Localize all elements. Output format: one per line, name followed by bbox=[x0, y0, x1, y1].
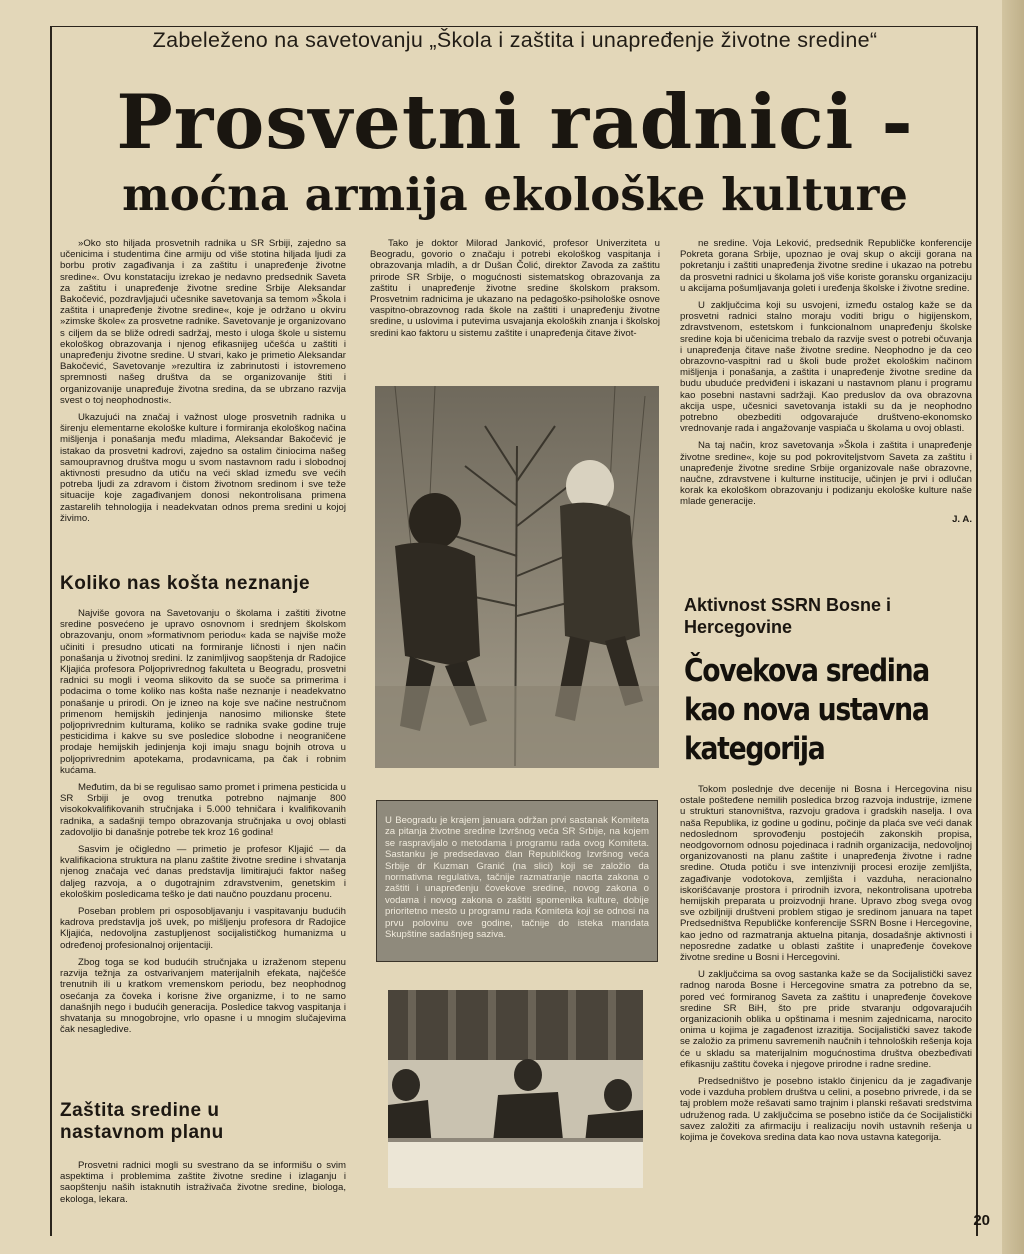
headline: Prosvetni radnici - bbox=[116, 78, 914, 166]
photo-committee-meeting bbox=[388, 990, 643, 1188]
column-1 bbox=[60, 238, 346, 530]
column-1c bbox=[60, 1160, 346, 1211]
paragraph: U zaključcima koji su usvojeni, između ostalog kaže se da prosvetni radnici stalno moraju voditi brigu o higijenskom, zdravstvenom, estetskom i funkcionalnom unapređenju školske sredine koja bi učenicima trebalo da razvije svest o potrebi očuvanja i unapređenja čitave naše životne sredine. Neophodno je da ceo obrazovno-vaspitni rad u školi bude prožet ekološkim načinom mišljenja i ponašanja, a zaštita i unapređenje životne sredine da budu ubuduće predviđeni i iskazani u nastavnom planu i programu kao posebni nastavni sadržaji. Kao preduslov da ova obrazovna akcija uspe, učesnici savetovanja istakli su da je neophodno potrebno obezbediti odgovarajuće društveno-ekonomsko vrednovanje rada i angažovanje vaspiača u školama u ovoj oblasti. bbox=[680, 300, 972, 435]
paragraph: Zbog toga se kod budućih stručnjaka u izraženom stepenu razvija težnja za ostvarivanjem materijalnih efekata, najčešće trenutnih ili u kratkom vremenskom periodu, bez neophodnog osećanja za čoveka i korisne žive organizme, i to ne samo današnjih nego i budućih generacija. Posledice takvog vaspitanja i shvatanja su mnogobrojne, vrlo opasne i u mnogim slučajevima čak nesagledive. bbox=[60, 956, 346, 1036]
paragraph: Prosvetni radnici mogli su svestrano da se informišu o svim aspektima i problemima zaštite životne sredine i izlaganju i saopštenju naših istaknutih istraživača životne sredine, biologa, ekologa, lekara. bbox=[60, 1160, 346, 1205]
paragraph: Na taj način, kroz savetovanja »Škola i zaštita i unapređenje životne sredine«, koje su pod pokroviteljstvom Saveta za zaštitu i unapređenje životne sredine Srbije organizovale naše obrazovne, naučne, zdravstvene i kulturne institucije, učinjen je prvi i odlučan korak ka ekološkom obrazovanju i podizanju ekološke kulture naše mlade generacije. bbox=[680, 440, 972, 508]
paragraph: Tokom poslednje dve decenije ni Bosna i Hercegovina nisu ostale pošteđene nemilih posledica brzog razvoja industrije, izmene u strukturi stanovništva, razvoju gradova i gradskih naselja. I ova naša Republika, iz godine u godinu, počinje da plaća sve veći danak nedoslednom sprovođenju postojećih zakonskih propisa, neodgovornom odnosu pojedinaca i radnih organizacija, nedovoljnoj organizovanosti na planu zaštite i unapređenja životne i radne sredine. Otuda potiču i sve intenzivniji procesi erozije zemljišta, zagađivanje vodotokova, zemljišta i vazduha, neracionalno iskorišćavanje prostora i prirodnih izvora, nekontrolisana upotreba hemijskih preparata u proizvodnji hrane. Upravo zbog svega ovog sve ozbiljniji društveni problem stigao je sredinom januara na tapet Predsedništva Republičke konferencije SSRN Bosne i Hercegovine, kao jedno od razmatranja aktuelna pitanja, dosadašnje aktivnosti i neposredne zadatke u oblasti zaštite i unapređenje čovekove životne sredine u Bosni i Hercegovini. bbox=[680, 784, 972, 964]
info-box: U Beogradu je krajem januara održan prvi sastanak Komiteta za pitanja životne sredine Izvršnog veća SR Srbije, na kojem se raspravljalo o metodama i programu rada ovog Komiteta. Sastanku je predsedavao član Republičkog Izvršnog veća Srbije dr Kuzman Granić (na slici) koji se založio da normativna regulativa, tačnije razmatranje nacrta zakona o zaštiti i unapređenju čovekove sredine, novog zakona o vodama i novog zakona o zaštiti spomenika kulture, dobije prioritetno mesto u programu rada Komiteta koji se odnosi na prvu polovinu ove godine, tačnije do isteka mandata Skupštine sadašnjeg saziva. bbox=[376, 800, 658, 962]
section-headline-ssrn: Čovekova sredina kao nova ustavna kategorija bbox=[684, 653, 929, 767]
paragraph: Poseban problem pri osposobljavanju i vaspitavanju budućih kadrova predstavlja još uvek, po mišljenju profesora dr Radojice Kljajića, nedovoljna zastupljenost socijalističkog humanizma u određenoj profesionalnoj orijentaciji. bbox=[60, 906, 346, 951]
page-number: 20 bbox=[973, 1212, 990, 1229]
tree-planting-illustration bbox=[375, 386, 659, 768]
paragraph: ne sredine. Voja Leković, predsednik Republičke konferencije Pokreta gorana Srbije, upoznao je ovaj skup o akciji gorana na pokretanju i zaštiti unapređenja životne sredine i ukazao na potrebu da prosvetni radnici u školama još više koriste goransku organizaciju u akcijama pošumljavanja goleti i uređenja školske i životne sredine. bbox=[680, 238, 972, 294]
meeting-illustration bbox=[388, 990, 643, 1188]
subheadline: moćna armija ekološke kulture bbox=[122, 168, 908, 221]
paragraph: Ukazujući na značaj i važnost uloge prosvetnih radnika u širenju elementarne ekološke kulture i formiranja ekološkog načina mišljenja i ponašanja među mladima, Aleksandar Bakočević je istakao da prosvetni kadrovi, zajedno sa ostalim činiocima našeg samoupravnog društva mogu u svom nastavnom radu i slobodnoj aktivnosti presudno da utiču na veći sklad između sve većih potreba ljudi za zdravom i čistom životnom sredinom i sve teže situacije koje zagađivanjem donosi nekontrolisana primena zastarelih tehnologija i neadekvatan odnos prema sredini u kojoj živimo. bbox=[60, 412, 346, 524]
kicker: Zabeleženo na savetovanju „Škola i zaštita i unapređenje životne sredine“ bbox=[152, 28, 878, 52]
photo-tree-planting bbox=[375, 386, 659, 768]
paragraph: Sasvim je očigledno — primetio je profesor Kljajić — da kvalifikaciona struktura na planu zaštite životne sredine i shvatanja njenog značaja već danas predstavlja limitirajući faktor našeg daljeg razvoja, a o dugotrajnim zdravstvenim, genetskim i ekološkim posledicama teško je dati naučno pouzdanu procenu. bbox=[60, 844, 346, 900]
subhead-cost: Koliko nas košta neznanje bbox=[60, 573, 311, 594]
column-1b bbox=[60, 608, 346, 1041]
author-initials: J. A. bbox=[952, 513, 972, 525]
column-2 bbox=[370, 238, 660, 345]
section-title-ssrn: Aktivnost SSRN Bosne i Hercegovine bbox=[684, 595, 892, 637]
subhead-curriculum: Zaštita sredine u nastavnom planu bbox=[60, 1100, 224, 1143]
paragraph: U zaključcima sa ovog sastanka kaže se da Socijalistički savez radnog naroda Bosne i Hercegovine smatra za potrebno da se, pored već formiranog Saveta za zaštitu i unapređenje čovekove sredine SR BiH, što pre pride stvaranju odgovarajućih organizacionih oblika u opštinama i mesnim zajednicama, narocito onima u kojima je zagađenost izrazitija. Socijalistički savez takođe se založio za primenu savremenih naučnih i tehnoloških rešenja koja će u skladu sa materijalnim mogućnostima društva obezbeđivati efikasniju zaštitu čoveka i njegove prirodne i radne sredine. bbox=[680, 969, 972, 1070]
paragraph: »Oko sto hiljada prosvetnih radnika u SR Srbiji, zajedno sa učenicima i studentima čine armiju od više stotina hiljada ljudi za borbu protiv zagađivanja i za zaštitu i unapređenje životne sredine«. Ovu konstataciju izrekao je nedavno predsednik Saveta za zaštitu i unapređenje životne sredine Srbije Aleksandar Bakočević, pozdravljajući učesnike savetovanja sa temom »Škola i zaštita i unapređenje životne sredine«, koje je održano u okviru »zimske škole« za prosvetne radnike. Savetovanje je organizovano s ciljem da se bliže odredi sadržaj, mesto i uloga škole u sistemu ekološkog obrazovanja i njenog efikasnijeg učešća u zaštiti i unapređenju životne sredine. U stvari, kako je primetio Aleksandar Bakočević, Savetovanje »rezultira iz zabrinutosti i istovremeno spremnosti našeg društva da se organizovanije štiti i organizovanije unapređuje životna sredina, da se ubrzano razvija svest o toj neophodnosti«. bbox=[60, 238, 346, 406]
paragraph: Tako je doktor Milorad Janković, profesor Univerziteta u Beogradu, govorio o značaju i potrebi ekološkog vaspitanja i obrazovanja mladih, a dr Dušan Čolić, direktor Zavoda za zaštitu prirode SR Srbije, o mogućnosti sistematskog obrazovanja za zaštitu i unapređenje životne sredine školskom praksom. Prosvetnim radnicima je ukazano na pedagoško-psihološke osnove vaspitno-obrazovnog rada škole na zaštiti i unapređenju životne sredine, u uslovima i putevima usvajanja ekoloških znanja i školskoj sredini kao faktoru u sistemu zaštite i unapređenja čitave život- bbox=[370, 238, 660, 339]
paragraph: Najviše govora na Savetovanju o školama i zaštiti životne sredine posvećeno je upravo osnovnom i srednjem školskom obrazovanju, onom »formativnom periodu« kada se najviše može učiniti i presudno uticati na formiranje ličnosti i njen način ponašanja u životnoj sredini. Iz zanimljivog saopštenja dr Radojice Kljajića profesora Poljoprivrednog fakulteta u Beogradu, prosvetni radnici su mogli i veoma slikovito da se suoče sa primerima i podacima o tome koliko nas košta naše neznanje i neadekvatno ponašanje u prirodi. On je izneo na koje sve načine nestručnom primenom hemijskih jedinjenja nanosimo milionske štete poljoprivrednim kulturama, koliko se radnika svake godine truje pesticidima i kakve su sve posledice slobodne i neograničene prodaje hemijskih jedinjenja koji imaju snagu bojnih otrova u poljoprivrednim apotekama, prodavnicama, pa čak i robnim kućama. bbox=[60, 608, 346, 776]
paragraph: Međutim, da bi se regulisao samo promet i primena pesticida u SR Srbiji je ovog trenutka potrebno najmanje 800 visokokvalifikovanih stručnjaka i 5.000 tehničara i kvalifikovanih radnika, a sadašnji tempo obrazovanja stručnjaka u ovoj oblasti zadovoljio bi današnje potrebe tek kroz 16 godina! bbox=[60, 782, 346, 838]
page-edge bbox=[1002, 0, 1024, 1254]
paragraph: Predsedništvo je posebno istaklo činjenicu da je zagađivanje vode i vazduha problem društva u celini, a posebno privrede, i da se taj problem može rešavati samo trajnim i planski rešavati sredstvima udruženog rada. U zaključcima se posebno ističe da će Socijalistički savez založiti za afirmaciju i realizaciju novih ustavnih rešenja u kojima je čovekova sredina data kao nova ustavna kategorija. bbox=[680, 1076, 972, 1144]
column-3b bbox=[680, 784, 972, 1149]
column-3 bbox=[680, 238, 972, 531]
